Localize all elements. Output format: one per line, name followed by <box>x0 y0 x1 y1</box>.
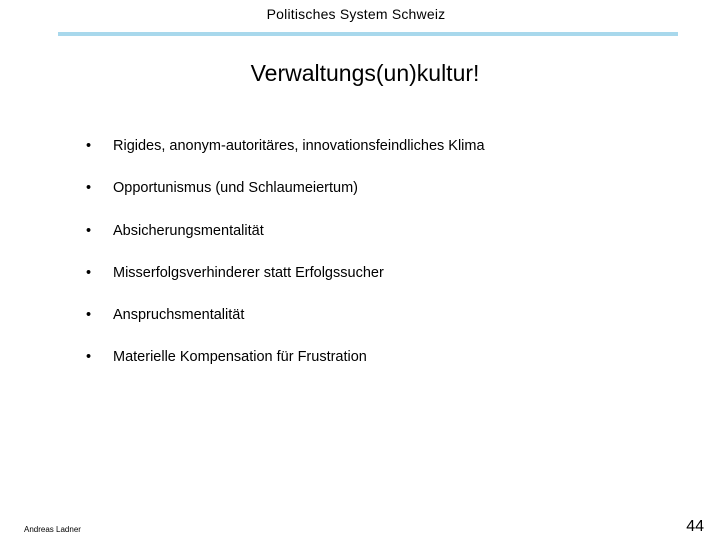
bullet-icon: • <box>86 349 92 366</box>
bullet-text: Absicherungsmentalität <box>113 222 264 239</box>
bullet-text: Materielle Kompensation für Frustration <box>113 349 367 366</box>
bullet-item <box>82 223 485 265</box>
page-number: 44 <box>686 518 704 535</box>
bullet-icon: • <box>86 222 92 239</box>
bullet-text: Rigides, anonym-autoritäres, innovationsfeindliches Klima <box>113 138 485 154</box>
bullet-text: Misserfolgsverhinderer statt Erfolgssucher <box>113 264 384 281</box>
bullet-item <box>82 307 485 349</box>
bullet-item <box>82 180 485 222</box>
bullet-text: Anspruchsmentalität <box>113 307 245 324</box>
footer-author: Andreas Ladner <box>24 525 81 534</box>
bullet-item <box>82 349 485 391</box>
header-title: Politisches System Schweiz <box>266 6 446 22</box>
slide-title: Verwaltungs(un)kultur! <box>250 60 480 86</box>
bullet-item <box>82 138 485 180</box>
bullet-icon: • <box>86 264 92 281</box>
bullet-icon: • <box>86 307 92 324</box>
bullet-text: Opportunismus (und Schlaumeiertum) <box>113 180 358 197</box>
bullet-item <box>82 265 485 307</box>
bullet-icon: • <box>86 138 92 154</box>
bullet-icon: • <box>86 180 92 197</box>
header-divider <box>58 32 678 36</box>
bullet-list <box>82 138 485 392</box>
